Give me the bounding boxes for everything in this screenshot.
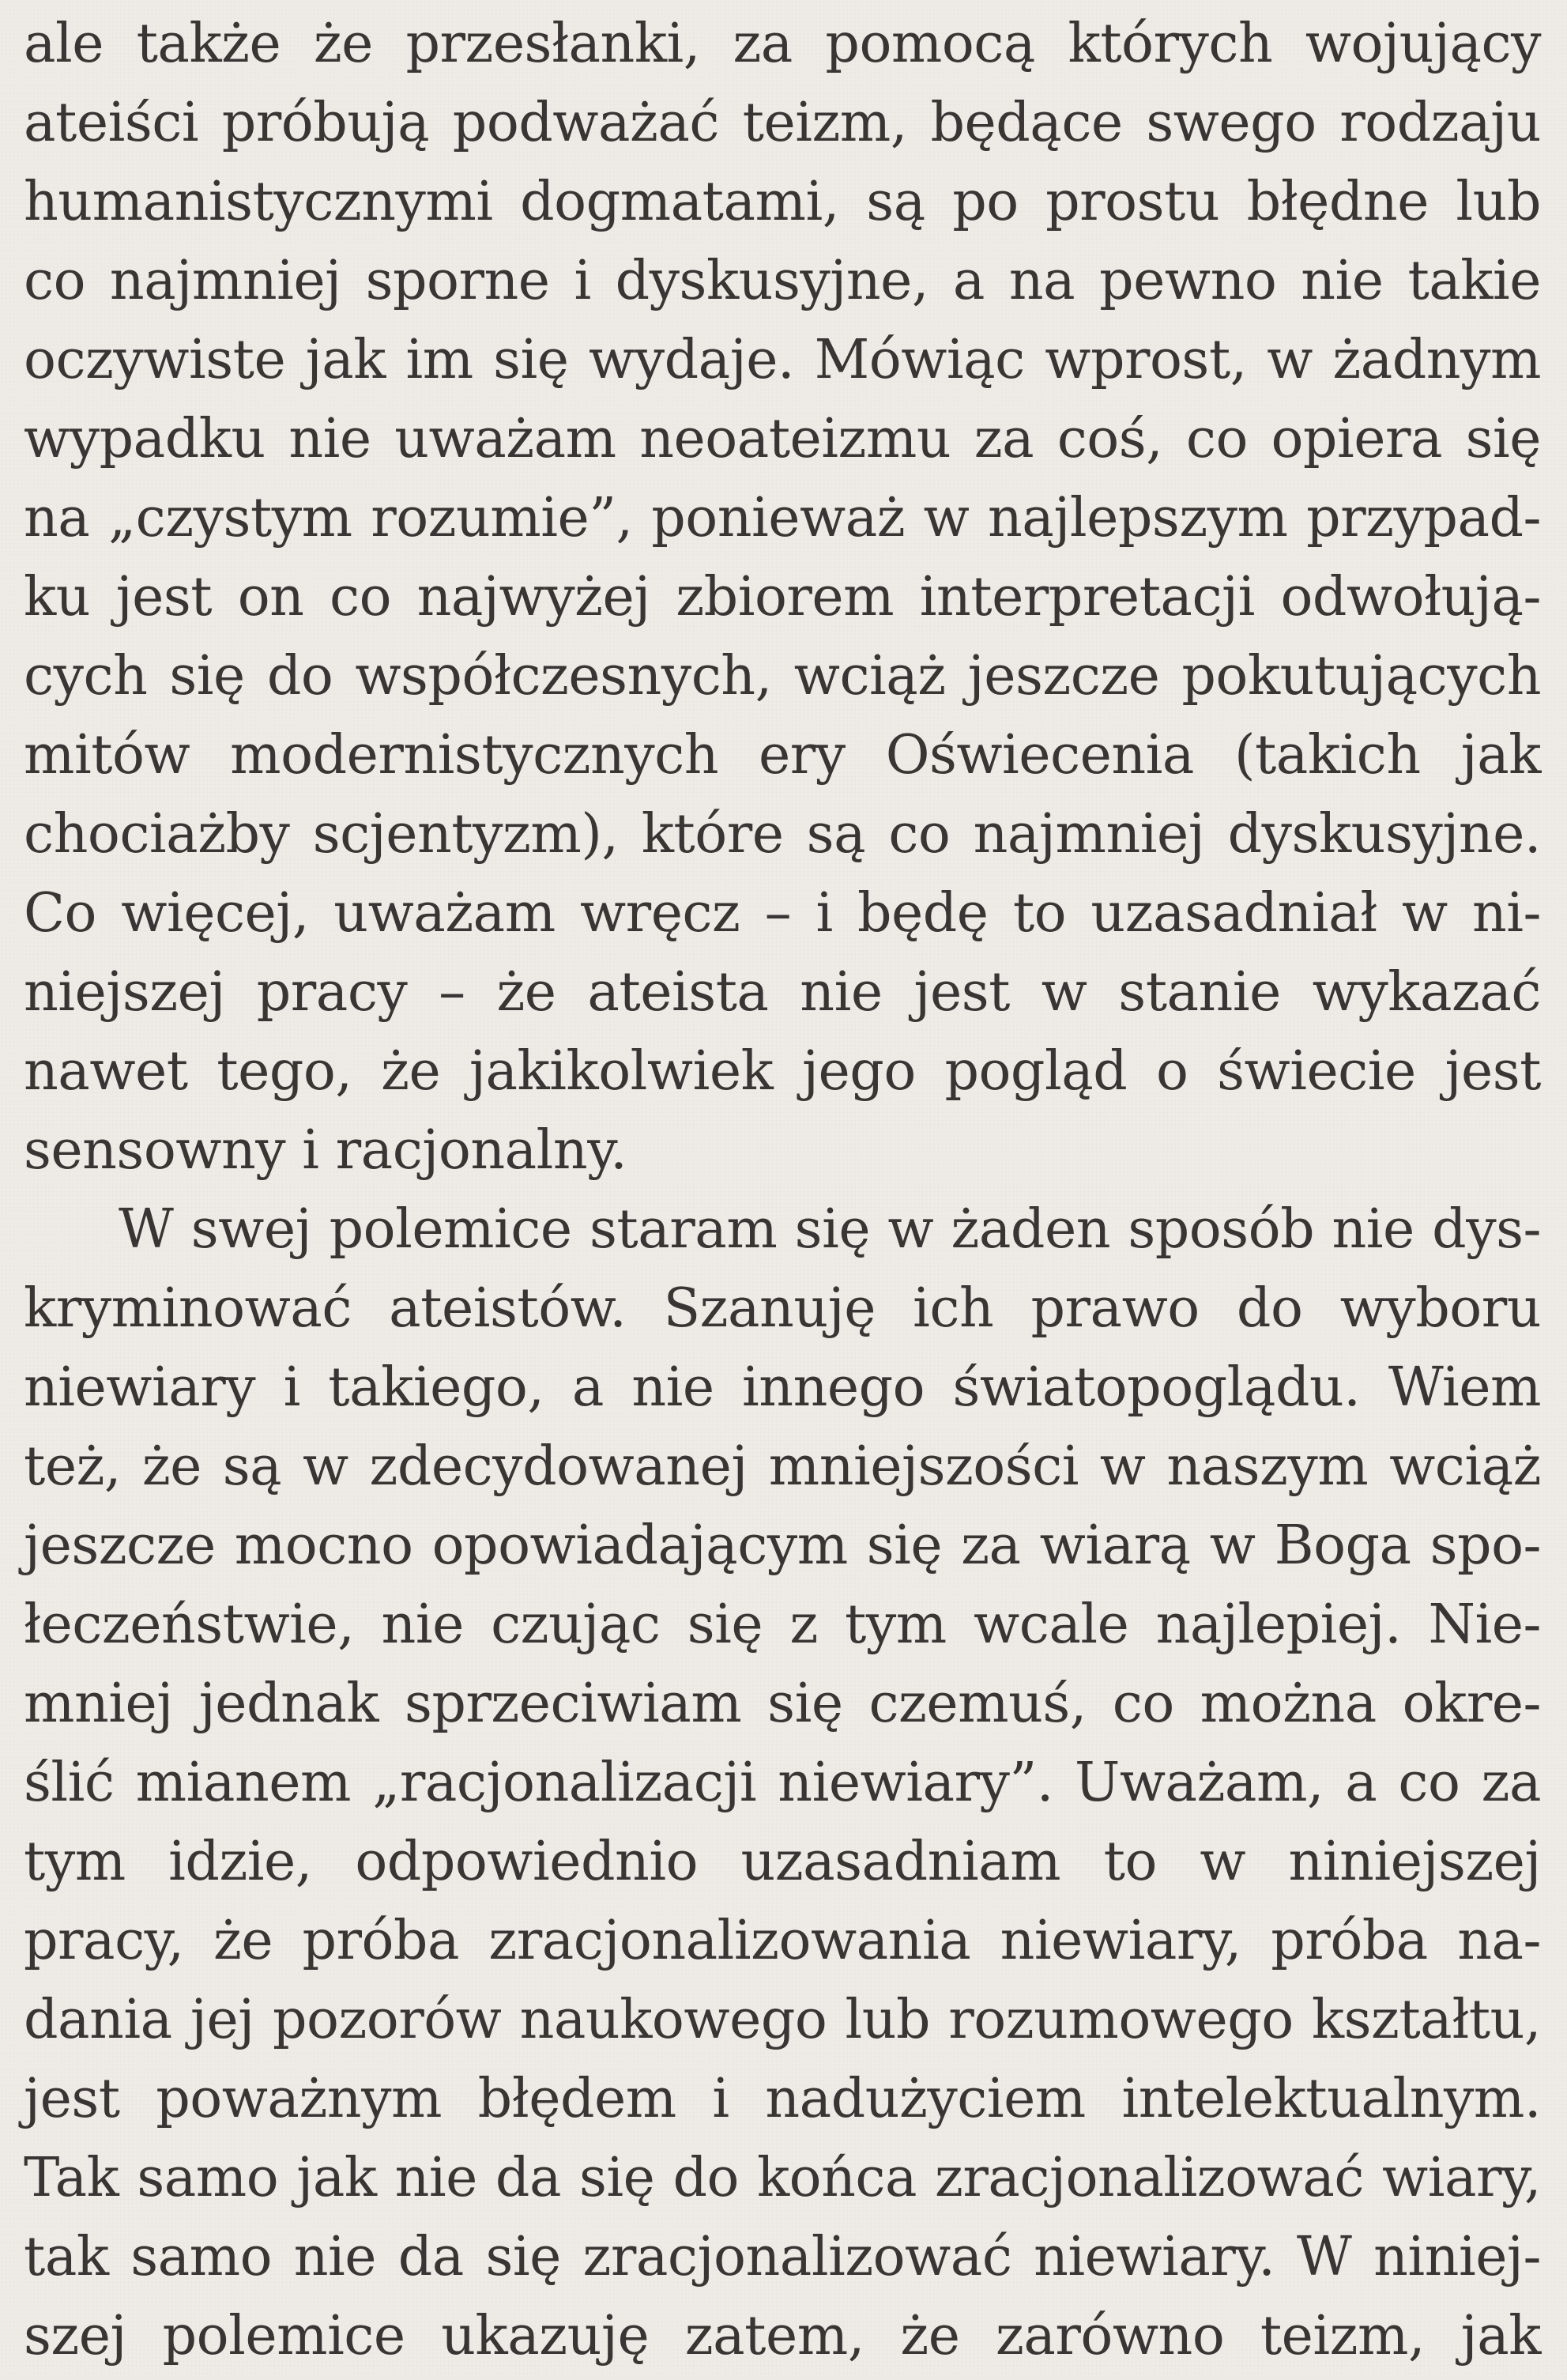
text-line: dania jej pozorów naukowego lub rozumowego kształtu, xyxy=(24,1989,1541,2051)
text-line: nawet tego, że jakikolwiek jego pogląd o świecie jest xyxy=(24,1040,1541,1103)
text-line: cych się do współczesnych, wciąż jeszcze pokutujących xyxy=(24,645,1541,707)
text-line: tak samo nie da się zracjonalizować niewiary. W niniej- xyxy=(24,2226,1541,2288)
paragraph-end-line: sensowny i racjonalny. xyxy=(24,1119,627,1182)
text-line: pracy, że próba zracjonalizowania niewiary, próba na- xyxy=(24,1910,1541,1972)
text-line: ateiści próbują podważać teizm, będące swego rodzaju xyxy=(24,92,1541,154)
text-line: ku jest on co najwyżej zbiorem interpretacji odwołują- xyxy=(24,566,1541,628)
text-line: wypadku nie uważam neoateizmu za coś, co opiera się xyxy=(24,408,1541,470)
text-line: ale także że przesłanki, za pomocą których wojujący xyxy=(24,13,1541,75)
text-line: Tak samo jak nie da się do końca zracjonalizować wiary, xyxy=(24,2147,1541,2209)
text-line: mitów modernistycznych ery Oświecenia (takich jak xyxy=(24,724,1541,786)
text-line: niewiary i takiego, a nie innego światopoglądu. Wiem xyxy=(24,1356,1541,1419)
text-line: niejszej pracy – że ateista nie jest w stanie wykazać xyxy=(24,961,1541,1024)
text-line: tym idzie, odpowiednio uzasadniam to w niniejszej xyxy=(24,1831,1541,1893)
text-line: oczywiste jak im się wydaje. Mówiąc wprost, w żadnym xyxy=(24,329,1541,391)
text-line: też, że są w zdecydowanej mniejszości w naszym wciąż xyxy=(24,1435,1541,1498)
paragraph-start-line: W swej polemice staram się w żaden sposób nie dys- xyxy=(119,1198,1541,1261)
text-line: na „czystym rozumie”, ponieważ w najlepszym przypad- xyxy=(24,487,1541,549)
text-line: jeszcze mocno opowiadającym się za wiarą w Boga spo- xyxy=(24,1514,1541,1577)
text-line: Co więcej, uważam wręcz – i będę to uzasadniał w ni- xyxy=(24,882,1541,945)
text-line: chociażby scjentyzm), które są co najmniej dyskusyjne. xyxy=(24,803,1541,866)
text-line: mniej jednak sprzeciwiam się czemuś, co można okre- xyxy=(24,1673,1541,1735)
text-line: co najmniej sporne i dyskusyjne, a na pewno nie takie xyxy=(24,250,1541,312)
text-line: ślić mianem „racjonalizacji niewiary”. Uważam, a co za xyxy=(24,1752,1541,1814)
text-line: szej polemice ukazuję zatem, że zarówno teizm, jak xyxy=(24,2305,1541,2367)
text-line: humanistycznymi dogmatami, są po prostu błędne lub xyxy=(24,171,1541,233)
text-line: jest poważnym błędem i nadużyciem intelektualnym. xyxy=(24,2068,1541,2130)
text-line: kryminować ateistów. Szanuję ich prawo do wyboru xyxy=(24,1277,1541,1340)
text-line: łeczeństwie, nie czując się z tym wcale najlepiej. Nie- xyxy=(24,1594,1541,1656)
